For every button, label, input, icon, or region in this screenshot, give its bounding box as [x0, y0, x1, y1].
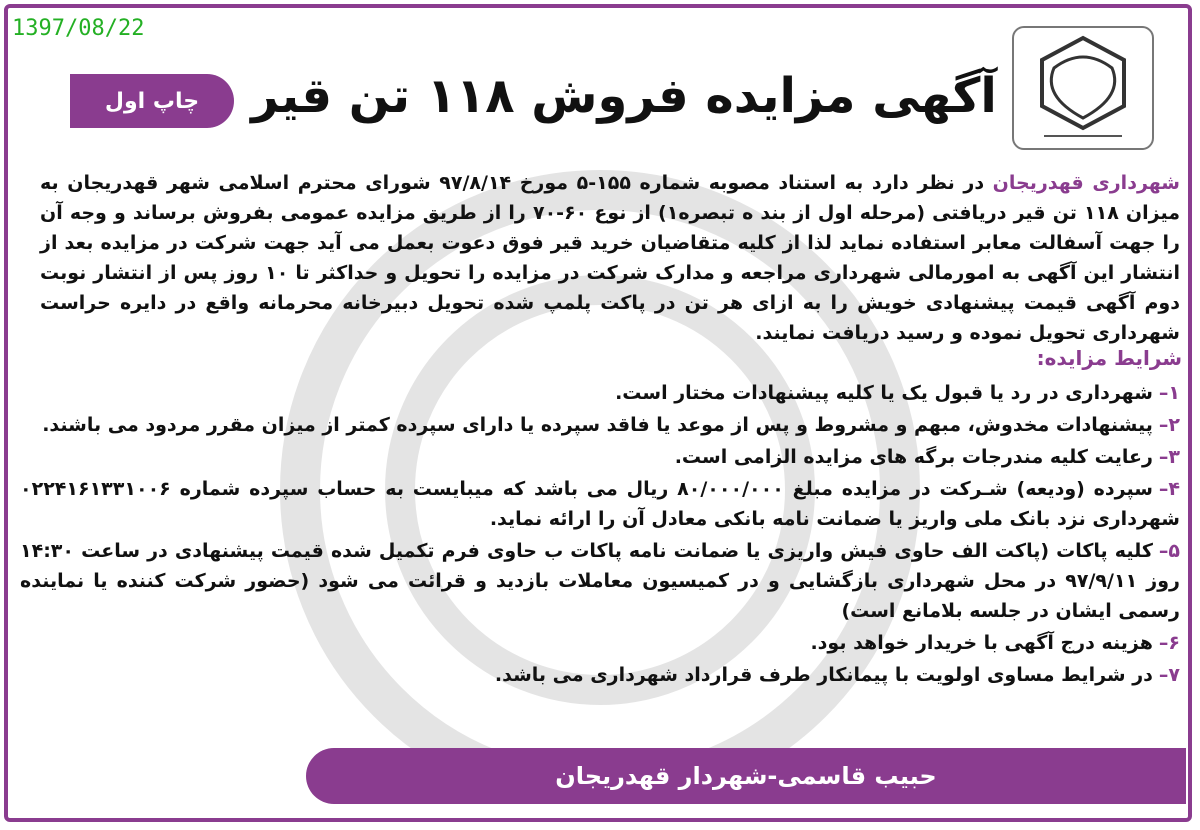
condition-text: رعایت کلیه مندرجات برگه های مزایده الزامی است. [674, 446, 1153, 468]
condition-number: ۴– [1158, 478, 1181, 500]
condition-text: کلیه پاکات (پاکت الف حاوی فیش واریزی یا ضمانت نامه پاکات ب حاوی فرم تکمیل شده قیمت پیشنهادی در ساعت ۱۴:۳۰ روز ۹۷/۹/۱۱ در محل شهرداری بازگشایی و در کمیسیون معاملات بازدید و قرائت می شود (حضور شرکت کننده یا نماینده رسمی ایشان در جلسه بلامانع است) [20, 540, 1180, 622]
conditions-list [20, 378, 1180, 692]
condition-text: پیشنهادات مخدوش، مبهم و مشروط و پس از موعد یا فاقد سپرده یا دارای سپرده کمتر از میزان مقرر مردود می باشند. [42, 414, 1153, 436]
condition-number: ۵– [1158, 540, 1180, 562]
condition-item [20, 378, 1180, 408]
condition-item [20, 536, 1180, 626]
condition-number: ۶– [1158, 632, 1180, 654]
municipality-logo-icon [1012, 26, 1154, 150]
condition-item [20, 410, 1180, 440]
print-edition-badge: چاپ اول [70, 74, 234, 128]
intro-paragraph [40, 168, 1180, 348]
signature-bar: حبیب قاسمی-شهردار قهدریجان [306, 748, 1186, 804]
condition-text: هزینه درج آگهی با خریدار خواهد بود. [810, 632, 1153, 654]
date-stamp: 1397/08/22 [12, 16, 145, 41]
condition-text: شهرداری در رد یا قبول یک یا کلیه پیشنهادات مختار است. [615, 382, 1153, 404]
condition-item [20, 628, 1180, 658]
condition-number: ۱– [1158, 382, 1180, 404]
condition-text: سپرده (ودیعه) شـرکت در مزایده مبلغ ۸۰/۰۰۰/۰۰۰ ریال می باشد که میبایست به حساب سپرده شماره ۰۲۲۴۱۶۱۳۳۱۰۰۶ شهرداری نزد بانک ملی واریز یا ضمانت نامه بانکی معادل آن را ارائه نماید. [20, 478, 1180, 530]
intro-text: در نظر دارد به استناد مصوبه شماره ۱۵۵-۵ مورخ ۹۷/۸/۱۴ شورای محترم اسلامی شهر قهدریجان به میزان ۱۱۸ تن قیر دریافتی (مرحله اول از بند ه تبصره۱) از نوع ۶۰-۷۰ را از طریق مزایده عمومی بفروش برساند و وجه آن را جهت آسفالت معابر استفاده نماید لذا از کلیه متقاضیان خرید قیر فوق دعوت بعمل می آید جهت شرکت در مزایده بعد از انتشار این آگهی به امورمالی شهرداری مراجعه و مدارک شرکت در مزایده را تحویل و حداکثر تا ۱۰ روز پس از انتشار نوبت دوم آگهی قیمت پیشنهادی خویش را به ازای هر تن در پاکت پلمپ شده تحویل دبیرخانه محرمانه واقع در دایره حراست شهرداری تحویل نموده و رسید دریافت نمایند. [40, 172, 1181, 344]
condition-number: ۷– [1158, 664, 1180, 686]
condition-item [20, 442, 1180, 472]
condition-number: ۲– [1158, 414, 1180, 436]
condition-number: ۳– [1158, 446, 1180, 468]
condition-item [20, 474, 1180, 534]
conditions-title: شرایط مزایده: [1036, 346, 1182, 370]
condition-text: در شرایط مساوی اولویت با پیمانکار طرف قرارداد شهرداری می باشد. [494, 664, 1153, 686]
notice-title: آگهی مزایده فروش ۱۱۸ تن قیر [251, 68, 997, 124]
municipality-name: شهرداری قهدریجان [992, 172, 1180, 194]
condition-item [20, 660, 1180, 690]
